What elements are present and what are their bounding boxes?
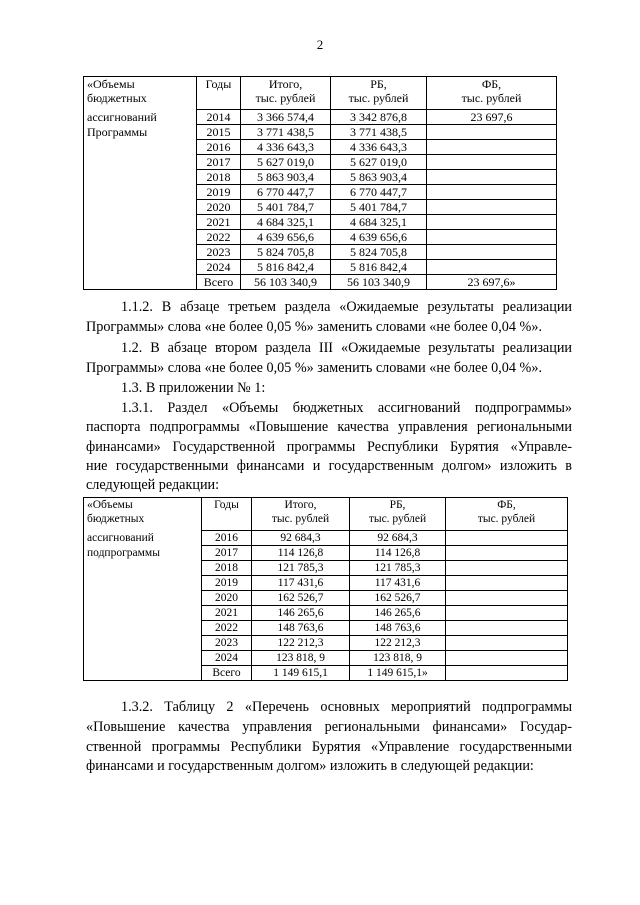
- paragraph-1-3-2-line4: финансами и государственным долгом» изложить в следующей редакции:: [86, 758, 534, 774]
- year-cell: 2014: [197, 110, 241, 125]
- rb-cell: 122 212,3: [350, 636, 446, 651]
- total-cell: 3 771 438,5: [241, 125, 331, 140]
- table-row: [84, 170, 557, 185]
- paragraph-1-3-2-line1: 1.3.2. Таблицу 2 «Перечень основных мероприятий подпрограммы: [121, 699, 572, 715]
- total-cell: 146 265,6: [252, 606, 350, 621]
- rb-cell: 3 771 438,5: [331, 125, 427, 140]
- fb-cell: [446, 546, 568, 561]
- table-row: [84, 185, 557, 200]
- fb-cell: [446, 561, 568, 576]
- rb-cell: 4 639 656,6: [331, 230, 427, 245]
- header-total: Итого, тыс. рублей: [241, 77, 331, 110]
- table-row: [84, 591, 568, 606]
- year-cell: 2016: [197, 140, 241, 155]
- total-cell: 5 824 705,8: [241, 245, 331, 260]
- total-cell: 123 818, 9: [252, 651, 350, 666]
- year-cell: 2024: [197, 260, 241, 275]
- fb-cell: [446, 621, 568, 636]
- rb-cell: 6 770 447,7: [331, 185, 427, 200]
- rb-cell: 114 126,8: [350, 546, 446, 561]
- table-header-row: [84, 498, 568, 531]
- total-cell: 4 684 325,1: [241, 215, 331, 230]
- rb-cell: 162 526,7: [350, 591, 446, 606]
- paragraph-1-2-line1: 1.2. В абзаце втором раздела III «Ожидаемые результаты реализации: [121, 340, 572, 356]
- row-label-cell: [84, 498, 202, 531]
- year-cell: Всего: [202, 666, 252, 681]
- table-row: [84, 245, 557, 260]
- fb-cell: [427, 140, 557, 155]
- total-cell: 5 401 784,7: [241, 200, 331, 215]
- year-cell: 2018: [197, 170, 241, 185]
- fb-cell: [446, 591, 568, 606]
- paragraph-1-3-1-line3: финансами» Государственной программы Республики Бурятия «Управле-: [86, 439, 572, 455]
- paragraph-1-2-line2: Программы» слова «не более 0,05 %» заменить словами «не более 0,04 %».: [86, 360, 542, 376]
- fb-cell: [427, 230, 557, 245]
- rb-cell: 1 149 615,1»: [350, 666, 446, 681]
- subprogram-budget-table: [83, 497, 568, 681]
- rb-cell: 4 684 325,1: [331, 215, 427, 230]
- row-label-line: Программы: [84, 125, 197, 140]
- year-cell: 2021: [202, 606, 252, 621]
- year-cell: 2017: [197, 155, 241, 170]
- fb-cell: 23 697,6: [427, 110, 557, 125]
- paragraph-1-3-1-line4: ние государственными финансами и государственным долгом» изложить в: [86, 458, 572, 474]
- header-fb: ФБ, тыс. рублей: [446, 498, 568, 531]
- year-cell: 2023: [197, 245, 241, 260]
- fb-cell: 23 697,6»: [427, 275, 557, 290]
- row-label-line: «Объемы: [87, 77, 135, 91]
- rb-cell: 148 763,6: [350, 621, 446, 636]
- year-cell: 2024: [202, 651, 252, 666]
- header-total: Итого, тыс. рублей: [252, 498, 350, 531]
- year-cell: 2020: [202, 591, 252, 606]
- year-cell: 2018: [202, 561, 252, 576]
- rb-cell: 123 818, 9: [350, 651, 446, 666]
- fb-cell: [427, 170, 557, 185]
- fb-cell: [427, 155, 557, 170]
- table-row: [84, 546, 568, 561]
- table-total-row: [84, 666, 568, 681]
- year-cell: 2020: [197, 200, 241, 215]
- row-label-line: ассигнований: [84, 531, 202, 546]
- year-cell: 2021: [197, 215, 241, 230]
- total-cell: 121 785,3: [252, 561, 350, 576]
- rb-cell: 5 627 019,0: [331, 155, 427, 170]
- paragraph-1-3-2-line3: ственной программы Республики Бурятия «Управление государственными: [86, 739, 572, 755]
- fb-cell: [446, 636, 568, 651]
- table-row: [84, 531, 568, 546]
- rb-cell: 5 863 903,4: [331, 170, 427, 185]
- table-row: [84, 140, 557, 155]
- year-cell: 2023: [202, 636, 252, 651]
- row-label-line: «Объемы: [87, 499, 133, 511]
- fb-cell: [427, 245, 557, 260]
- fb-cell: [446, 531, 568, 546]
- total-cell: 5 627 019,0: [241, 155, 331, 170]
- fb-cell: [427, 200, 557, 215]
- table-row: [84, 260, 557, 275]
- rb-cell: 56 103 340,9: [331, 275, 427, 290]
- rb-cell: 5 816 842,4: [331, 260, 427, 275]
- row-label-line: бюджетных: [87, 513, 145, 525]
- total-cell: 117 431,6: [252, 576, 350, 591]
- row-label-line: подпрограммы: [84, 546, 202, 561]
- total-cell: 148 763,6: [252, 621, 350, 636]
- total-cell: 92 684,3: [252, 531, 350, 546]
- total-cell: 1 149 615,1: [252, 666, 350, 681]
- total-cell: 5 816 842,4: [241, 260, 331, 275]
- total-cell: 162 526,7: [252, 591, 350, 606]
- program-budget-table: [83, 76, 557, 290]
- header-rb: РБ, тыс. рублей: [350, 498, 446, 531]
- rb-cell: 3 342 876,8: [331, 110, 427, 125]
- table-row: [84, 651, 568, 666]
- table-row: [84, 155, 557, 170]
- table-row: [84, 110, 557, 125]
- fb-cell: [446, 606, 568, 621]
- fb-cell: [446, 666, 568, 681]
- total-cell: 5 863 903,4: [241, 170, 331, 185]
- fb-cell: [427, 215, 557, 230]
- total-cell: 4 336 643,3: [241, 140, 331, 155]
- table-row: [84, 230, 557, 245]
- total-cell: 114 126,8: [252, 546, 350, 561]
- year-cell: 2016: [202, 531, 252, 546]
- year-cell: 2017: [202, 546, 252, 561]
- table-total-row: [84, 275, 557, 290]
- paragraph-1-3-1-line5: следующей редакции:: [86, 477, 220, 493]
- table-row: [84, 576, 568, 591]
- fb-cell: [427, 125, 557, 140]
- fb-cell: [446, 651, 568, 666]
- header-rb: РБ, тыс. рублей: [331, 77, 427, 110]
- paragraph-1-1-2-line1: 1.1.2. В абзаце третьем раздела «Ожидаемые результаты реализации: [121, 299, 572, 315]
- rb-cell: 4 336 643,3: [331, 140, 427, 155]
- header-years: Годы: [202, 498, 252, 531]
- year-cell: 2022: [197, 230, 241, 245]
- table-row: [84, 125, 557, 140]
- table-row: [84, 200, 557, 215]
- header-years: Годы: [197, 77, 241, 110]
- table-row: [84, 561, 568, 576]
- year-cell: 2019: [197, 185, 241, 200]
- page-number: 2: [316, 37, 324, 52]
- year-cell: 2019: [202, 576, 252, 591]
- row-label-line: бюджетных: [87, 91, 147, 105]
- total-cell: 56 103 340,9: [241, 275, 331, 290]
- fb-cell: [446, 576, 568, 591]
- rb-cell: 5 401 784,7: [331, 200, 427, 215]
- paragraph-1-3-1-line1: 1.3.1. Раздел «Объемы бюджетных ассигнований подпрограммы»: [121, 400, 572, 416]
- fb-cell: [427, 260, 557, 275]
- row-label-line: ассигнований: [84, 110, 197, 125]
- rb-cell: 5 824 705,8: [331, 245, 427, 260]
- paragraph-1-3-2-line2: «Повышение качества управления региональными финансами» Государ-: [86, 719, 572, 735]
- year-cell: 2015: [197, 125, 241, 140]
- table-header-row: [84, 77, 557, 110]
- paragraph-1-1-2-line2: Программы» слова «не более 0,05 %» заменить словами «не более 0,04 %».: [86, 319, 542, 335]
- table-row: [84, 636, 568, 651]
- total-cell: 6 770 447,7: [241, 185, 331, 200]
- paragraph-1-3: 1.3. В приложении № 1:: [121, 380, 266, 396]
- rb-cell: 117 431,6: [350, 576, 446, 591]
- header-fb: ФБ, тыс. рублей: [427, 77, 557, 110]
- rb-cell: 92 684,3: [350, 531, 446, 546]
- paragraph-1-3-1-line2: паспорта подпрограммы «Повышение качества управления региональными: [86, 419, 572, 435]
- total-cell: 3 366 574,4: [241, 110, 331, 125]
- row-label-cell: [84, 77, 197, 110]
- rb-cell: 121 785,3: [350, 561, 446, 576]
- table-row: [84, 621, 568, 636]
- total-cell: 122 212,3: [252, 636, 350, 651]
- table-row: [84, 215, 557, 230]
- total-cell: 4 639 656,6: [241, 230, 331, 245]
- fb-cell: [427, 185, 557, 200]
- table-row: [84, 606, 568, 621]
- year-cell: Всего: [197, 275, 241, 290]
- rb-cell: 146 265,6: [350, 606, 446, 621]
- year-cell: 2022: [202, 621, 252, 636]
